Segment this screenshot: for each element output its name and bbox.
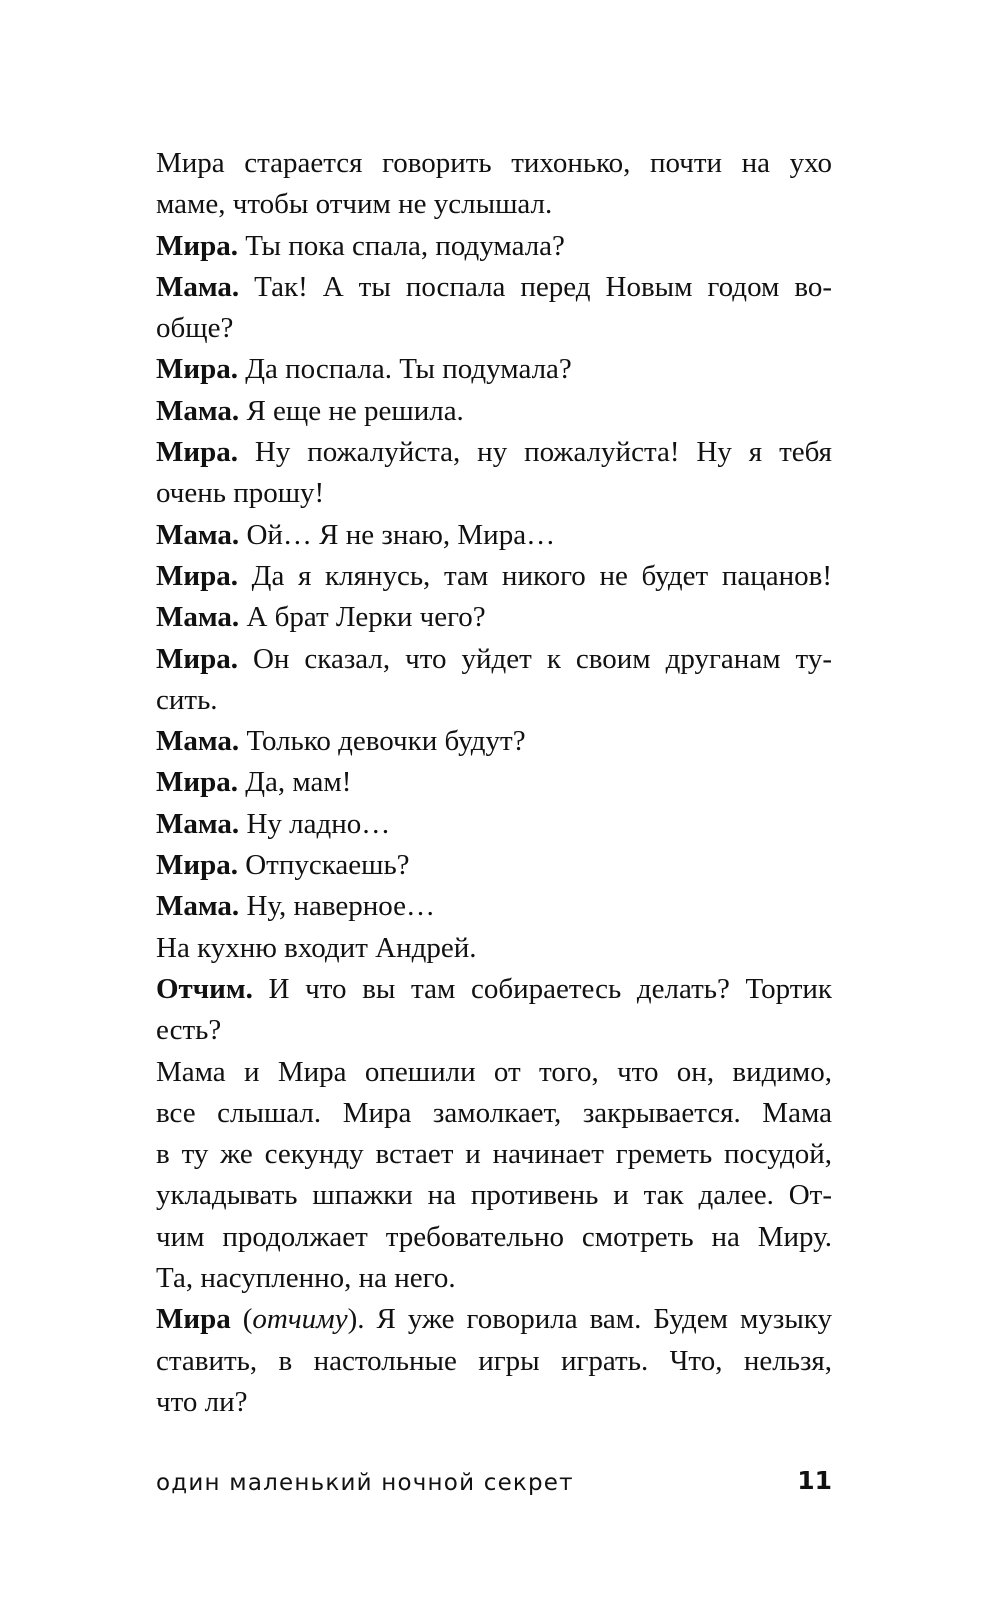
speaker-name: Отчим. [156, 972, 253, 1005]
text-line [156, 845, 832, 886]
line-text: укладывать шпажки на противень и так далее. От- [156, 1179, 832, 1212]
line-text: есть? [156, 1014, 222, 1047]
text-line [156, 886, 832, 927]
speaker-name: Мира. [156, 229, 238, 262]
speaker-name: Мама. [156, 725, 240, 758]
line-text: Я еще не решила. [239, 394, 464, 427]
speaker-name: Мама. [156, 518, 240, 551]
speaker-name: Мира. [156, 353, 238, 386]
text-line [156, 762, 832, 803]
text-line [156, 1299, 832, 1340]
line-text: в ту же секунду встает и начинает греметь посудой, [156, 1138, 832, 1171]
text-line [156, 308, 832, 349]
line-text: что ли? [156, 1385, 248, 1418]
line-text: Ой… Я не знаю, Мира… [239, 518, 556, 551]
line-text: Да я клянусь, там никого не будет пацанов! [237, 559, 832, 592]
text-line [156, 515, 832, 556]
line-text: Ты пока спала, подумала? [237, 229, 565, 262]
text-line [156, 473, 832, 514]
speaker-name: Мира [156, 1303, 231, 1336]
speaker-name: Мира. [156, 436, 238, 469]
line-text: Да поспала. Ты подумала? [237, 353, 572, 386]
text-line [156, 267, 832, 308]
page-number: 11 [797, 1466, 832, 1495]
text-line [156, 1052, 832, 1093]
text-line [156, 184, 832, 225]
line-text: Мама и Мира опешили от того, что он, видимо, [156, 1055, 832, 1088]
text-line [156, 1093, 832, 1134]
text-line [156, 143, 832, 184]
line-text: Мира старается говорить тихонько, почти на ухо [156, 147, 832, 179]
speaker-name: Мира. [156, 642, 238, 675]
line-text: На кухню входит Андрей. [156, 931, 477, 964]
line-text: маме, чтобы отчим не услышал. [156, 188, 553, 221]
stage-direction: отчиму [252, 1303, 348, 1336]
text-fragment: ). Я уже говорила вам. Будем музыку [347, 1303, 832, 1336]
text-line [156, 432, 832, 473]
line-text: очень прошу! [156, 477, 325, 510]
speaker-name: Мама. [156, 601, 240, 634]
speaker-name: Мама. [156, 394, 240, 427]
line-text: Отпускаешь? [237, 849, 410, 882]
text-line [156, 1217, 832, 1258]
speaker-name: Мира. [156, 559, 238, 592]
line-text: А брат Лерки чего? [239, 601, 486, 634]
text-line [156, 1341, 832, 1382]
line-text: Да, мам! [237, 766, 352, 799]
text-line [156, 721, 832, 762]
play-text [156, 143, 832, 1423]
line-text: сить. [156, 683, 218, 716]
line-text: Он сказал, что уйдет к своим друганам ту- [237, 642, 832, 675]
text-line [156, 804, 832, 845]
text-line [156, 556, 832, 597]
running-footer-title: один маленький ночной секрет [156, 1470, 574, 1496]
line-text: Ну, наверное… [239, 890, 436, 923]
text-line [156, 391, 832, 432]
line-text: Ну пожалуйста, ну пожалуйста! Ну я тебя [237, 436, 832, 469]
speaker-name: Мама. [156, 270, 240, 303]
text-line [156, 597, 832, 638]
speaker-name: Мама. [156, 890, 240, 923]
speaker-name: Мира. [156, 766, 238, 799]
line-text: Ну ладно… [239, 807, 391, 840]
text-line [156, 226, 832, 267]
line-text: Та, насупленно, на него. [156, 1262, 456, 1295]
line-text: все слышал. Мира замолкает, закрывается. Мама [156, 1096, 832, 1129]
text-line [156, 969, 832, 1010]
text-fragment: ( [230, 1303, 253, 1336]
line-text: Только девочки будут? [239, 725, 526, 758]
line-text: обще? [156, 312, 234, 345]
text-line [156, 1382, 832, 1423]
line-text: ставить, в настольные игры играть. Что, нельзя, [156, 1344, 832, 1377]
text-line [156, 928, 832, 969]
text-line [156, 1134, 832, 1175]
line-text: Так! А ты поспала перед Новым годом во- [239, 270, 832, 303]
text-line [156, 349, 832, 390]
line-text: чим продолжает требовательно смотреть на Миру. [156, 1220, 832, 1253]
speaker-name: Мама. [156, 807, 240, 840]
text-line [156, 1010, 832, 1051]
speaker-name: Мира. [156, 849, 238, 882]
text-line [156, 1258, 832, 1299]
text-line [156, 1175, 832, 1216]
text-line [156, 680, 832, 721]
line-text: И что вы там собираетесь делать? Тортик [252, 972, 832, 1005]
text-line [156, 639, 832, 680]
